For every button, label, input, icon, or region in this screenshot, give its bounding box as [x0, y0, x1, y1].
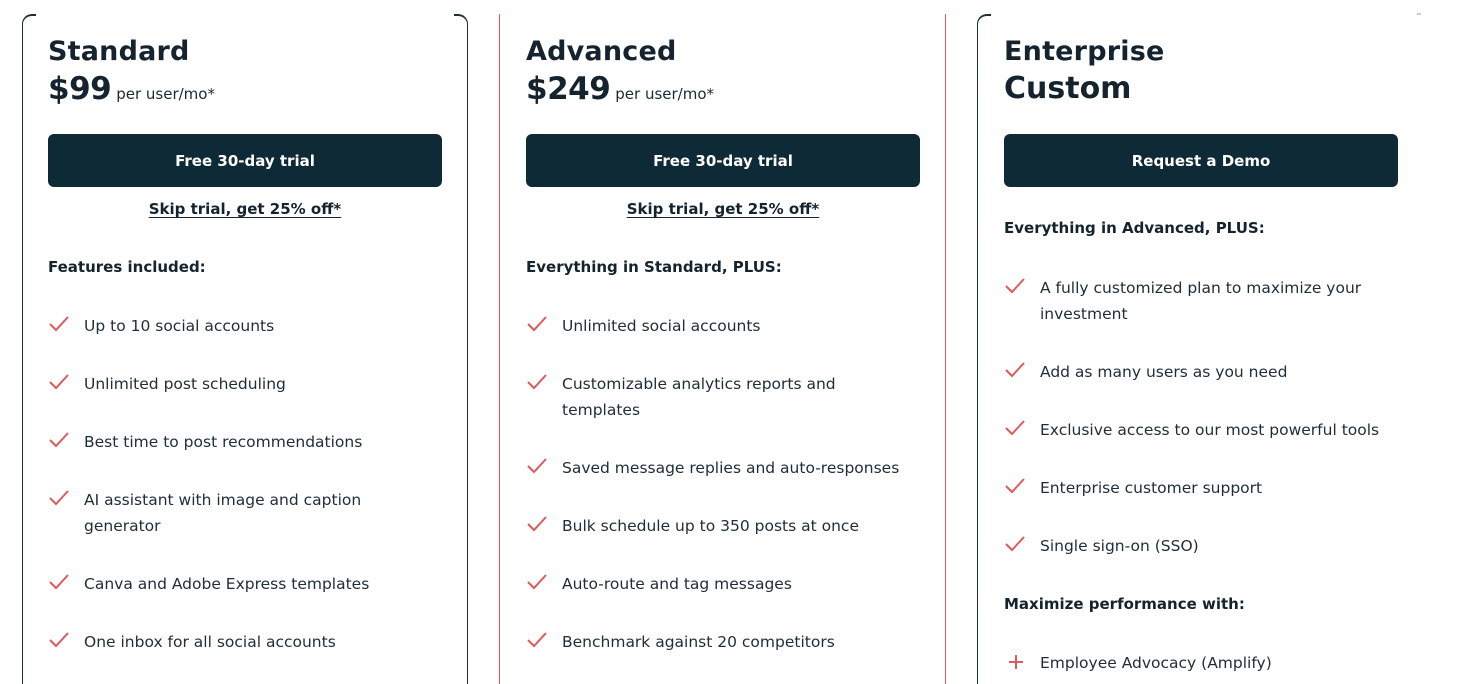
check-icon: [1004, 276, 1028, 296]
check-icon: [526, 630, 550, 650]
skip-trial-link[interactable]: Skip trial, get 25% off*: [148, 200, 342, 218]
feature-item: [48, 429, 408, 455]
price-value: $99: [48, 71, 112, 107]
feature-text: AI assistant with image and caption generator: [84, 491, 362, 535]
check-icon: [1004, 476, 1028, 496]
plan-card-standard: [22, 14, 468, 684]
features-heading: Everything in Standard, PLUS:: [526, 258, 782, 276]
price-unit: per user/mo*: [615, 85, 715, 103]
feature-item: [1004, 275, 1404, 327]
check-icon: [48, 314, 72, 334]
plan-name: Enterprise: [1004, 36, 1165, 67]
check-icon: [1004, 360, 1028, 380]
feature-item: [526, 571, 886, 597]
card-border-right: [932, 14, 946, 684]
feature-item: [526, 629, 886, 655]
feature-text: Bulk schedule up to 350 posts at once: [562, 517, 859, 535]
check-icon: [48, 372, 72, 392]
feature-item: [1004, 533, 1404, 559]
feature-text: Exclusive access to our most powerful tools: [1040, 421, 1380, 439]
check-icon: [526, 314, 550, 334]
addon-text: Employee Advocacy (Amplify): [1040, 654, 1272, 672]
feature-item: [48, 629, 408, 655]
feature-item: [526, 371, 856, 423]
check-icon: [48, 488, 72, 508]
feature-text: Canva and Adobe Express templates: [84, 575, 370, 593]
free-trial-button[interactable]: Free 30-day trial: [48, 134, 442, 187]
feature-item: [48, 571, 408, 597]
feature-text: Add as many users as you need: [1040, 363, 1288, 381]
plan-card-enterprise: [977, 14, 1417, 684]
card-border-right: [454, 14, 468, 684]
price-row: [526, 71, 714, 107]
check-icon: [48, 572, 72, 592]
feature-text: Benchmark against 20 competitors: [562, 633, 835, 651]
plan-name: Advanced: [526, 36, 677, 67]
feature-text: Up to 10 social accounts: [84, 317, 275, 335]
feature-item: [1004, 359, 1404, 385]
features-heading: Everything in Advanced, PLUS:: [1004, 219, 1265, 237]
feature-text: Enterprise customer support: [1040, 479, 1263, 497]
feature-item: [526, 513, 886, 539]
check-icon: [526, 572, 550, 592]
plan-card-advanced: [499, 14, 946, 684]
feature-item: [48, 487, 378, 539]
feature-text: One inbox for all social accounts: [84, 633, 336, 651]
addons-heading: Maximize performance with:: [1004, 595, 1245, 613]
feature-item: [1004, 475, 1404, 501]
card-border-left: [499, 14, 513, 684]
card-border-left: [977, 14, 991, 684]
feature-text: Saved message replies and auto-responses: [562, 459, 900, 477]
price-row: [48, 71, 215, 107]
feature-item: [526, 455, 926, 481]
feature-text: Unlimited post scheduling: [84, 375, 286, 393]
price-unit: per user/mo*: [116, 85, 215, 103]
decorative-mark: [1417, 13, 1421, 15]
plan-subtitle: Custom: [1004, 71, 1132, 106]
check-icon: [526, 514, 550, 534]
addon-item: [1004, 650, 1404, 676]
price-value: $249: [526, 71, 611, 107]
check-icon: [526, 456, 550, 476]
request-demo-button[interactable]: Request a Demo: [1004, 134, 1398, 187]
skip-trial-link[interactable]: Skip trial, get 25% off*: [626, 200, 820, 218]
feature-text: Auto-route and tag messages: [562, 575, 792, 593]
feature-item: [48, 313, 408, 339]
feature-item: [48, 371, 408, 397]
check-icon: [48, 630, 72, 650]
feature-item: [1004, 417, 1414, 443]
check-icon: [1004, 418, 1028, 438]
feature-text: Unlimited social accounts: [562, 317, 761, 335]
free-trial-button[interactable]: Free 30-day trial: [526, 134, 920, 187]
plan-name: Standard: [48, 36, 190, 67]
feature-text: A fully customized plan to maximize your investment: [1040, 279, 1362, 323]
check-icon: [526, 372, 550, 392]
card-border-left: [22, 14, 36, 684]
features-heading: Features included:: [48, 258, 206, 276]
check-icon: [1004, 534, 1028, 554]
feature-text: Single sign-on (SSO): [1040, 537, 1199, 555]
feature-text: Best time to post recommendations: [84, 433, 363, 451]
plus-icon: [1004, 651, 1028, 671]
feature-text: Customizable analytics reports and templates: [562, 375, 836, 419]
check-icon: [48, 430, 72, 450]
feature-item: [526, 313, 886, 339]
